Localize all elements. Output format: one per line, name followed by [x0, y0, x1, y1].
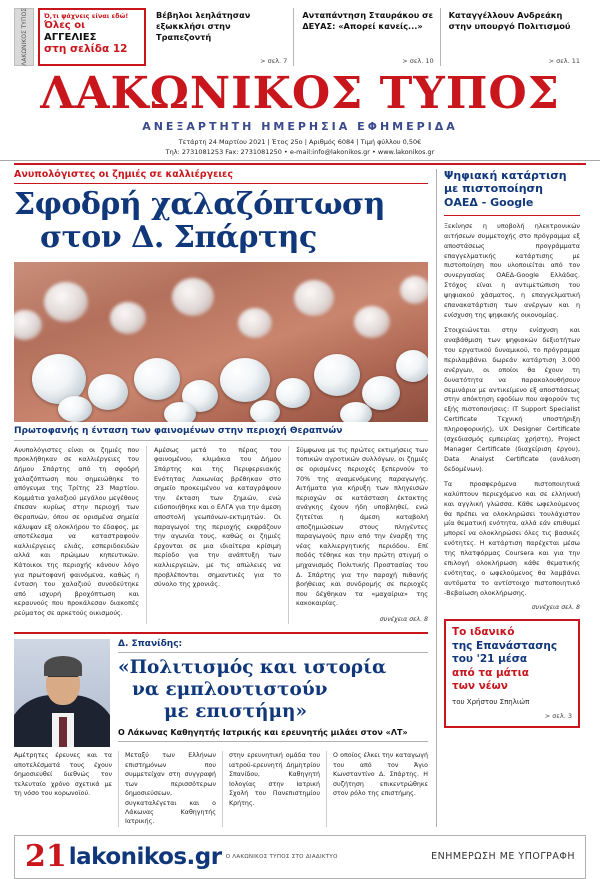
masthead-rule — [14, 163, 586, 165]
top-strip — [14, 8, 586, 66]
lead-column-2: Αμέσως μετά το πέρας του φαινομένου, κλιμάκια του Δήμου Σπάρτης και της Περιφερειακής Ενότητας Λακωνίας βρέθηκαν στο σημείο προκειμένου να καταγράψουν την έκταση των ζημιών, ενώ ειδοποιήθηκε και ο ΕΛΓΑ για την άμεση αποστολή γεωπόνων-εκτιμητών. Οι παραγωγοί της περιοχής εκφράζουν την αγωνία τους, καθώς οι ζημιές έρχονται σε μια ιδιαίτερα κρίσιμη περίοδο για την ανάπτυξη των καλλιεργειών, με τις απώλειες να προβλέπονται σημαντικές για το σύνολο της χρονιάς. — [146, 446, 288, 625]
right-headline[interactable]: Ψηφιακή κατάρτιση με πιστοποίηση ΟΑΕΔ - Google — [444, 169, 580, 216]
newspaper-title: ΛΑΚΩΝΙΚΟΣ ΤΥΠΟΣ — [40, 68, 560, 119]
feature-promo-page-ref: > σελ. 3 — [544, 712, 572, 721]
website-banner[interactable] — [14, 835, 586, 879]
right-continue-note: συνέχεια σελ. 8 — [531, 603, 580, 611]
interview-column-1: Αμέτρητες έρευνες και τα αποτελέσματά τους έχουν δημοσιευθεί διεθνώς τον τελευταίο χρόνο σχετικά με τη νόσο του κορωνοϊού. — [14, 752, 112, 798]
masthead-info — [0, 138, 600, 158]
lead-column-1: Ανυπολόγιστες είναι οι ζημιές που προκλήθηκαν σε καλλιέργειες του Δήμου Σπάρτης από τη σφοδρή χαλαζόπτωση που σημειώθηκε το απόγευμα της Τρίτης 23 Μαρτίου. Κομμάτια χαλαζιού μεγάλου μεγέθους έπεσαν κυρίως στην περιοχή των Θεραπνών, όπου σε ορισμένα σημεία κάλυψαν εξ ολοκλήρου το έδαφος, με αποτέλεσμα να καταστραφούν καλλιέργειες ελιάς, εσπεριδοειδών αλλά και πρώιμων κηπευτικών. Κάτοικοι της περιοχής κάνουν λόγο για πρωτοφανή φαινόμενα, καθώς η ένταση του χαλαζιού συνοδεύτηκε από ισχυρή βροχόπτωση και κεραυνούς που προκάλεσαν διακοπές ρεύματος σε αρκετούς οικισμούς. — [14, 445, 139, 618]
interview-headline-line-1: «Πολιτισμός και ιστορία — [118, 657, 387, 679]
right-paragraph-2: Στοιχειώνεται στην ενίσχυση και αναβάθμιση των ψηφιακών δεξιοτήτων του εργατικού δυναμικού, το πρόγραμμα περιλαμβάνει δωρεάν κατάρτιση 3.000 ανέργων, οι οποίοι θα έχουν τη δυνατότητα να παρακολουθήσουν σεμινάρια με αντικείμενο εξ αποστάσεως στην απόκτηση εφοδίων που αφορούν τις εξής πιστοποιήσεις: IT Support Specialist Certificate Τεχνική υποστήριξη πληροφορικής), UX Designer Certificate (σχεδιασμός εμπειρίας χρήστη), Project Manager Certificate (διαχείριση έργου), Data Analyst Certificate (ανάλυση δεδομένων). — [444, 325, 580, 473]
spine-text: ΛΑΚΩΝΙΚΟΣ ΤΥΠΟΣ — [20, 8, 28, 66]
interview-column-2: Μεταξύ των Ελλήνων επιστημόνων που συμμετείχαν στη συγγραφή των περισσότερων δημοσιεύσεων, συγκαταλέγεται και ο Λάκωνας Καθηγητής Ιατρικής. — [118, 751, 222, 827]
newspaper-front-page — [0, 8, 600, 874]
teaser-text: Καταγγέλλουν Ανδρεάκη στην υπουργό Πολιτισμού — [448, 10, 571, 32]
issue-info: Τετάρτη 24 Μαρτίου 2021 | Έτος 25ο | Αριθμός 6084 | Τιμή φύλλου 0,50€ — [178, 138, 422, 146]
interview-column-3: στην ερευνητική ομάδα του ιατρού-ερευνητή Δημητρίου Σπανίδου, Καθηγητή Ιολογίας στην Ιατρική Σχολή του Πανεπιστημίου Κρήτης. — [222, 751, 326, 827]
photo-caption: Πρωτοφανής η ένταση των φαινομένων στην περιοχή Θεραπνών — [14, 422, 428, 441]
classifieds-promo-box[interactable] — [38, 8, 146, 66]
interview-headline[interactable] — [118, 657, 428, 722]
teaser-list — [152, 8, 586, 66]
lead-body — [14, 446, 428, 625]
lead-column-3-text: Σύμφωνα με τις πρώτες εκτιμήσεις των τοπικών αγροτικών συλλόγων, οι ζημιές σε ορισμένες περιοχές ξεπερνούν το 70% της αναμενόμενης παραγωγής. Αιτήματα για κήρυξη των πληγεισών περιοχών σε κατάσταση έκτακτης ανάγκης έχουν ήδη υποβληθεί, ενώ ζητείται η άμεση καταβολή αποζημιώσεων στους πληγέντες παραγωγούς πριν από την έναρξη της νέας καλλιεργητικής περιόδου. Επί ποδός τέθηκε και την πρώτη στιγμή ο μηχανισμός Πολιτικής Προστασίας του Δ. Σπάρτης για την παροχή πιθανής βοήθειας και συνδρομής σε περιοχές που δέχθηκαν τα «μαχαίρια» της κακοκαιρίας. — [296, 445, 428, 608]
newspaper-subtitle: ΑΝΕΞΑΡΤΗΤΗ ΗΜΕΡΗΣΙΑ ΕΦΗΜΕΡΙΔΑ — [142, 120, 458, 133]
teaser-page-ref: > σελ. 11 — [548, 57, 580, 65]
banner-slogan: ΕΝΗΜΕΡΩΣΗ ΜΕ ΥΠΟΓΡΑΦΗ — [431, 851, 575, 863]
banner-logo-text: lakonikos.gr — [68, 843, 222, 870]
right-paragraph-1: Ξεκίνησε η υποβολή ηλεκτρονικών αιτήσεων συμμετοχής στο πρόγραμμα εξ αποστάσεως προγράμματα επαγγελματικής κατάρτισης με πιστοποίηση που υλοποιείται από τον συνεργασίας ΟΑΕΔ-Google Ελλάδας. Στόχος είναι η αντιμετώπιση του ψηφιακού χάσματος, η επαγγελματική επανακατάρτιση των ανέργων και η ενίσχυση της ψηφιακής οικονομίας. — [444, 221, 580, 320]
feature-promo-author: του Χρήστου Σπηλιώπ — [452, 698, 530, 707]
lead-headline-line-1: Σφοδρή χαλαζόπτωση — [14, 186, 385, 222]
spine-label — [14, 8, 34, 66]
promo-line-2b: ΑΓΓΕΛΙΕΣ — [44, 31, 97, 43]
interview-column-4: Ο οποίος έλκει την καταγωγή του από τον Άγιο Κωνσταντίνο Δ. Σπάρτης. Η συζήτηση επικεντρώθηκε στον ρόλο της επιστήμης. — [326, 751, 428, 827]
promo-line-1: Ό,τι ψάχνεις είναι εδώ! — [44, 12, 129, 20]
hail-photo — [14, 262, 428, 422]
feature-title-line-3: του '21 μέσα — [452, 653, 528, 666]
feature-title-line-2: της Επανάστασης — [452, 639, 558, 652]
interviewee-portrait — [14, 639, 110, 747]
teaser-item[interactable] — [152, 8, 293, 66]
interview-columns — [14, 751, 428, 827]
teaser-page-ref: > σελ. 10 — [402, 57, 434, 65]
teaser-item[interactable] — [293, 8, 439, 66]
teaser-text: Ανταπάντηση Σταυράκου σε ΔΕΥΑΣ: «Απορεί κανείς...» — [302, 10, 434, 32]
interview-byline: Δ. Σπανίδης: — [118, 639, 428, 653]
interview-body — [118, 639, 428, 747]
lead-headline[interactable] — [14, 188, 428, 255]
interview-subheadline: Ο Λάκωνας Καθηγητής Ιατρικής και ερευνητής μιλάει στον «ΛΤ» — [118, 728, 428, 742]
page-body — [14, 169, 586, 827]
right-body — [444, 222, 580, 599]
contact-info: Τηλ: 2731081253 Fax: 2731081250 • e-mail:info@lakonikos.gr • www.lakonikos.gr — [165, 147, 435, 156]
lead-continue-note: συνέχεια σελ. 8 — [379, 616, 428, 624]
teaser-page-ref: > σελ. 7 — [260, 57, 288, 65]
interview-headline-line-3: με επιστήμη» — [164, 701, 308, 722]
promo-line-2 — [44, 20, 140, 43]
right-paragraph-3: Τα προσφερόμενα πιστοποιητικά καλύπτουν περιεχόμενο και σε ελληνική και αγγλική γλώσσα. Κάθε ωφελούμενος θα πρέπει να ολοκληρώσει τουλάχιστον μία θεματική ενότητα, αλλά εάν επιθυμεί μπορεί να ολοκληρώσει όλες τις βασικές ενότητες. Η κατάρτιση παρέχεται μέσω της πλατφόρμας Coursera και για την επιλογή ολοκλήρωση κάθε θεματικής ενότητας, ο ωφελούμενος θα λαμβάνει αυτόματα το αντίστοιχο πιστοποιητικό -Βεβαίωση ολοκλήρωσης. — [444, 479, 580, 597]
main-column — [14, 169, 428, 827]
interview-headline-line-2: να εμπλουτιστούν — [132, 679, 328, 701]
right-column — [436, 169, 580, 827]
lead-headline-line-2: στον Δ. Σπάρτης — [40, 220, 317, 256]
feature-title-line-4: από τα μάτια — [452, 666, 529, 679]
lead-kicker: Ανυπολόγιστες οι ζημιές σε καλλιέργειες — [14, 169, 428, 184]
feature-title-line-5: των νέων — [452, 680, 508, 693]
interview-article — [14, 632, 428, 747]
teaser-text: Βέβηλοι λεηλάτησαν εξωκκλήσι στην Τραπεζοντή — [156, 10, 251, 43]
promo-line-2a: Όλες οι — [44, 20, 85, 32]
feature-promo-box[interactable] — [444, 619, 580, 728]
masthead — [0, 68, 600, 161]
banner-logo-number: 21 — [25, 838, 67, 874]
lead-column-3 — [288, 446, 428, 625]
promo-line-3: στη σελίδα 12 — [44, 43, 128, 56]
feature-title-line-1: Το ιδανικό — [452, 625, 515, 638]
banner-logo-subtitle: Ο ΛΑΚΩΝΙΚΟΣ ΤΥΠΟΣ ΣΤΟ ΔΙΑΔΙΚΤΥΟ — [225, 853, 338, 860]
feature-promo-title — [452, 626, 572, 694]
teaser-item[interactable] — [440, 8, 586, 66]
